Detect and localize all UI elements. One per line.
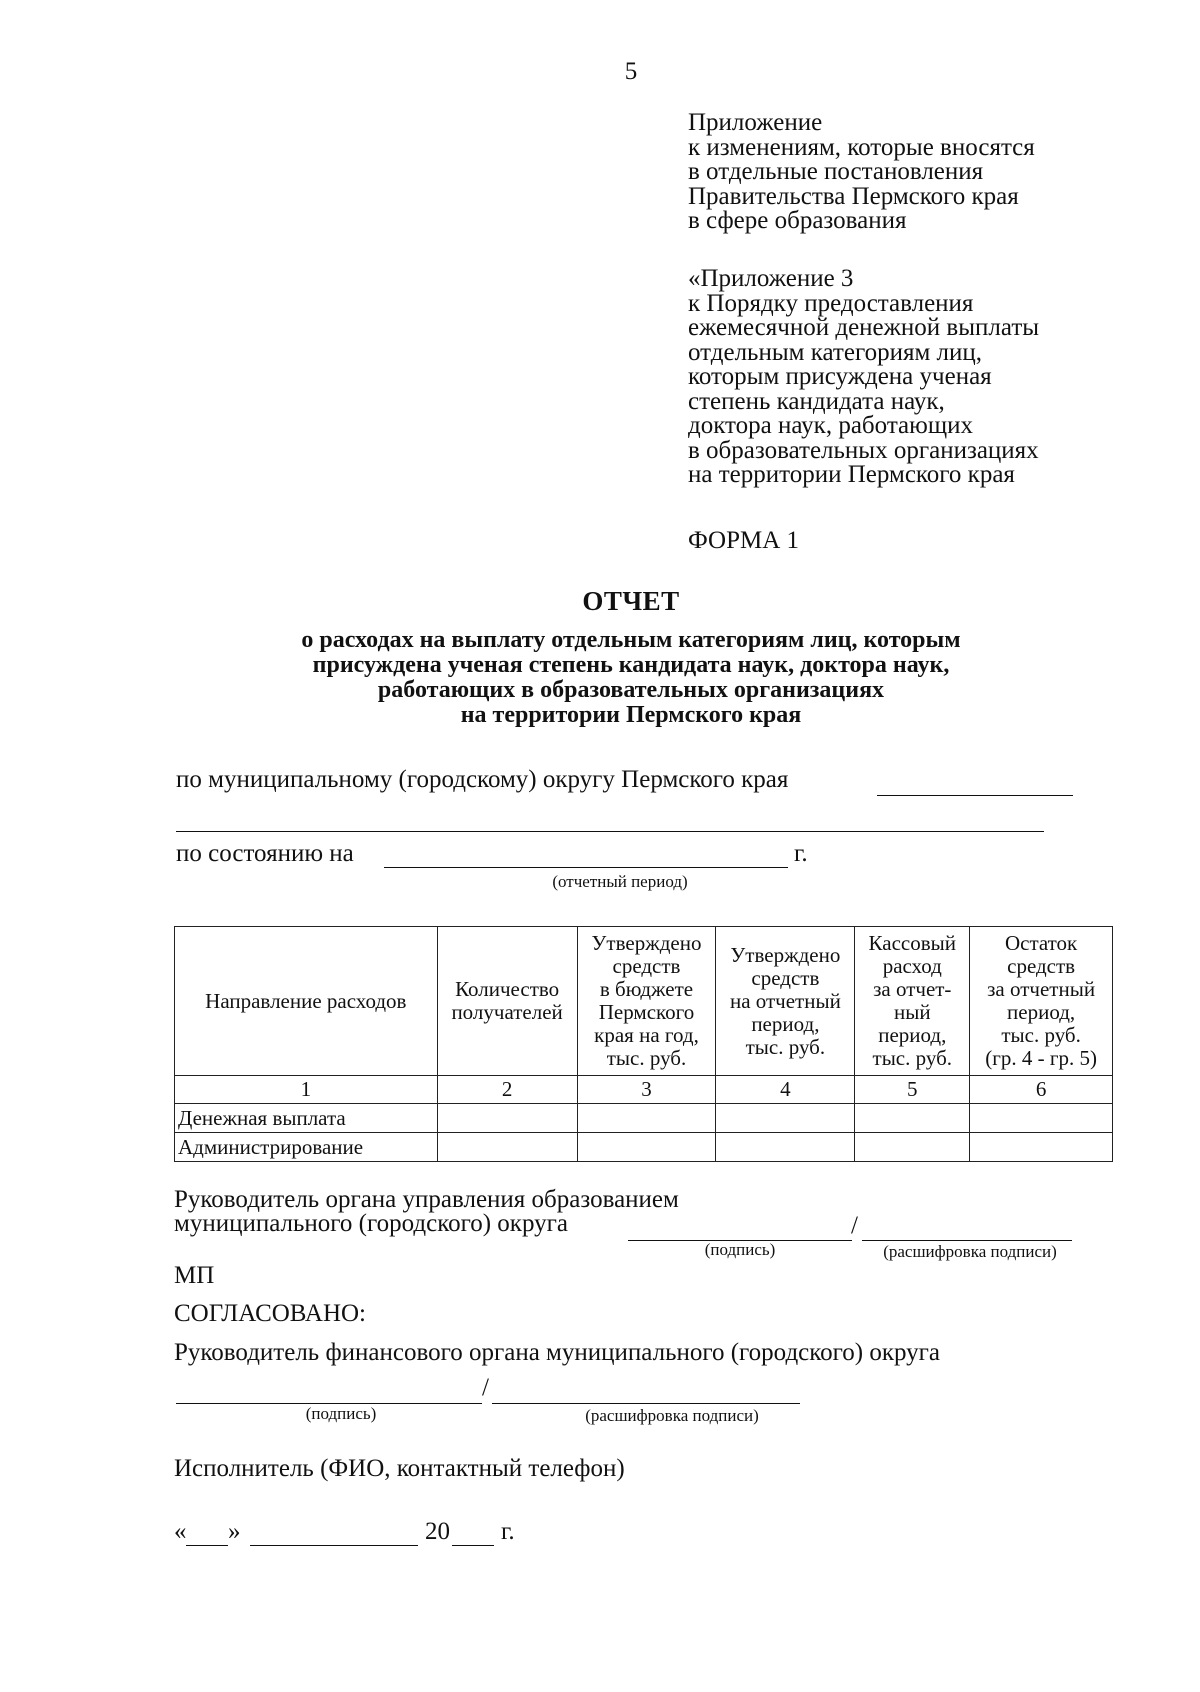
header-expense-direction: Направление расходов [175,927,438,1076]
annex-order-line: которым присуждена ученая [688,363,992,390]
annex-header-line: Приложение [688,109,823,136]
finance-signature-caption: (подпись) [305,1404,377,1423]
table-cell[interactable] [716,1133,855,1162]
district-label: по муниципальному (городскому) округу Пермского края [176,766,789,793]
period-caption: (отчетный период) [552,872,688,891]
date-year-suffix: г. [501,1518,515,1545]
table-cell[interactable] [855,1104,970,1133]
table-cell[interactable] [970,1133,1113,1162]
date-field-line[interactable] [384,867,788,868]
date-year-line[interactable] [452,1545,494,1546]
head-signature-slash: / [851,1212,858,1239]
table-row [175,1104,1113,1133]
head-signature-caption: (подпись) [704,1240,776,1259]
table-row [175,1133,1113,1162]
column-number: 3 [577,1076,716,1104]
date-month-line[interactable] [250,1545,418,1546]
annex-order-line: к Порядку предоставления [688,289,974,317]
report-title: ОТЧЕТ [582,586,680,616]
header-approved-year: Утверждено средств в бюджете Пермского края на год, тыс. руб. [577,927,716,1076]
annex-order-line: «Приложение 3 [688,265,854,292]
stamp-label: МП [174,1262,215,1289]
annex-header-line: Правительства Пермского края [688,182,1019,210]
finance-head-label: Руководитель финансового органа муниципального (городского) округа [174,1339,941,1366]
header-recipients-count: Количество получателей [437,927,577,1076]
column-number: 2 [437,1076,577,1104]
row-label: Денежная выплата [175,1104,438,1133]
head-education-line2: муниципального (городского) округа [174,1210,568,1237]
head-education-line1: Руководитель органа управления образованием [174,1186,679,1213]
annex-order-line: на территории Пермского края [688,461,1015,488]
table-cell[interactable] [970,1104,1113,1133]
agreed-label: СОГЛАСОВАНО: [174,1300,367,1327]
date-suffix: г. [794,840,808,867]
table-column-numbers-row [175,1076,1113,1104]
annex-header-line: в отдельные постановления [688,158,984,185]
annex-header [688,111,1168,234]
annex-header-line: к изменениям, которые вносятся [688,133,1035,161]
header-approved-period: Утверждено средств на отчетный период, тыс. руб. [716,927,855,1076]
report-table [174,926,1113,1162]
head-education-label [174,1188,679,1236]
table-cell[interactable] [437,1104,577,1133]
column-number: 1 [175,1076,438,1104]
finance-decryption-line[interactable] [492,1403,800,1404]
annex-order-line: ежемесячной денежной выплаты [688,314,1040,341]
finance-signature-slash: / [482,1374,489,1401]
date-year-prefix: 20 [425,1518,450,1545]
district-field-line-2[interactable] [176,831,1044,832]
form-label: ФОРМА 1 [688,527,800,554]
row-label: Администрирование [175,1133,438,1162]
finance-decryption-caption: (расшифровка подписи) [585,1406,759,1425]
table-cell[interactable] [577,1133,716,1162]
report-subtitle-line: присуждена ученая степень кандидата наук, доктора наук, [312,652,950,678]
annex-order-line: доктора наук, работающих [688,412,973,439]
column-number: 4 [716,1076,855,1104]
column-number: 5 [855,1076,970,1104]
report-subtitle-line: на территории Пермского края [460,702,802,728]
table-cell[interactable] [716,1104,855,1133]
page-number: 5 [624,58,638,85]
annex-order-line: отдельным категориям лиц, [688,338,983,366]
table-header-row [175,927,1113,1076]
table-cell[interactable] [577,1104,716,1133]
date-day-line[interactable] [186,1545,228,1546]
report-subtitle [0,628,1200,728]
report-subtitle-line: работающих в образовательных организациях [377,677,885,703]
annex-header-line: в сфере образования [688,207,907,234]
header-balance: Остаток средств за отчетный период, тыс. руб. (гр. 4 - гр. 5) [970,927,1113,1076]
executor-label: Исполнитель (ФИО, контактный телефон) [174,1455,625,1482]
annex-order-line: в образовательных организациях [688,436,1039,464]
annex-order [688,267,1168,488]
column-number: 6 [970,1076,1113,1104]
head-decryption-caption: (расшифровка подписи) [883,1242,1057,1261]
district-field-line[interactable] [877,795,1073,796]
date-open-quote: « [174,1518,187,1545]
date-label: по состоянию на [176,840,354,867]
table-cell[interactable] [855,1133,970,1162]
head-decryption-line[interactable] [862,1240,1072,1241]
date-close-quote: » [228,1518,241,1545]
header-cash-expense: Кассовый расход за отчет- ный период, тыс. руб. [855,927,970,1076]
annex-order-line: степень кандидата наук, [688,387,945,415]
table-cell[interactable] [437,1133,577,1162]
report-subtitle-line: о расходах на выплату отдельным категориям лиц, которым [301,627,961,653]
